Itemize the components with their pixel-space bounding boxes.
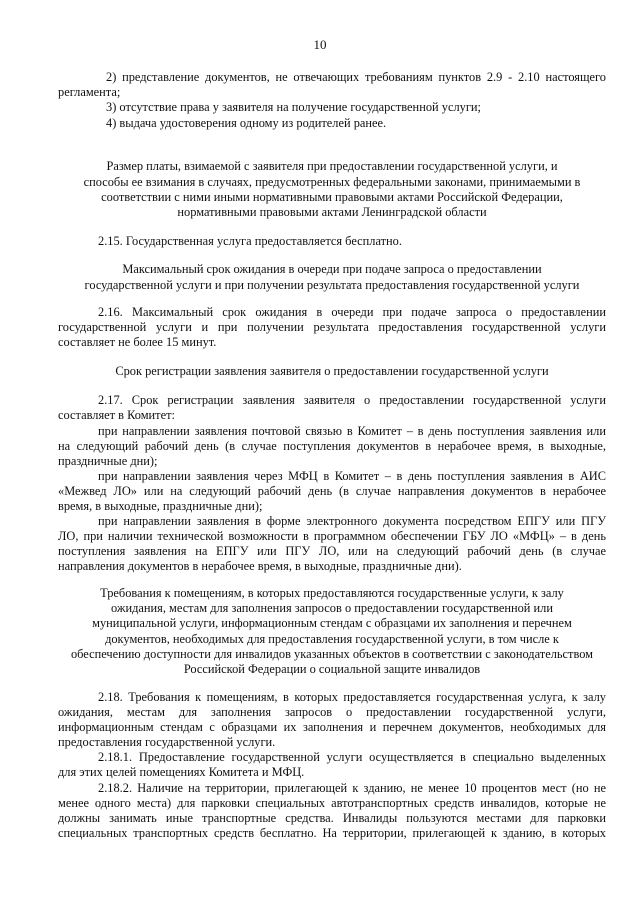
heading-fee-line3: соответствии с ними иными нормативными правовыми актами Российской Федерации,: [101, 190, 563, 204]
paragraph-2-18-1-line1: 2.18.1. Предоставление государственной услуги осуществляется в специально выделенных: [98, 750, 606, 764]
paragraph-2-18-line4: предоставления государственной услуги.: [58, 735, 276, 749]
page-number: 10: [313, 37, 327, 52]
paragraph-2-17-line2: составляет в Комитет:: [58, 408, 175, 422]
list-item-2-line2: регламента;: [58, 85, 121, 99]
paragraph-2-17-mfc-line1: при направлении заявления через МФЦ в Комитет – в день поступления заявления в АИС: [98, 469, 606, 483]
paragraph-2-18-2-line2: менее одного места) для парковки специальных автотранспортных средств инвалидов, которые не: [58, 796, 606, 810]
paragraph-2-18-line2: ожидания, местам для заполнения запросов о предоставлении государственной услуги,: [58, 705, 606, 719]
list-item-3: 3) отсутствие права у заявителя на получение государственной услуги;: [106, 100, 481, 114]
heading-wait-line2: государственной услуги и при получении результата предоставления государственной услуги: [84, 278, 580, 292]
paragraph-2-17-mail-line1: при направлении заявления почтовой связью в Комитет – в день поступления заявления или: [98, 424, 606, 438]
paragraph-2-17-line1: 2.17. Срок регистрации заявления заявителя о предоставлении государственной услуги: [98, 393, 606, 407]
paragraph-2-18-line3: информационным стендам с образцами их заполнения и перечнем документов, необходимых для: [58, 720, 606, 734]
paragraph-2-17-mail-line2: на следующий рабочий день (в случае поступления документов в нерабочее время, в выходные,: [58, 439, 606, 453]
paragraph-2-18-line1: 2.18. Требования к помещениям, в которых предоставляется государственная услуга, к залу: [98, 690, 606, 704]
paragraph-2-17-mfc-line2: «Межвед ЛО» или на следующий рабочий день (в случае направления документов в нерабочее: [58, 484, 606, 498]
heading-premises-line6: Российской Федерации о социальной защите инвалидов: [183, 662, 481, 676]
heading-premises-line1: Требования к помещениям, в которых предоставляются государственные услуги, к залу: [100, 586, 564, 600]
paragraph-2-17-electronic-line4: направления документов в нерабочее время, в выходные, праздничные дни).: [58, 559, 462, 573]
heading-premises-line2: ожидания, местам для заполнения запросов о предоставлении государственной или: [111, 601, 553, 615]
heading-registration: Срок регистрации заявления заявителя о предоставлении государственной услуги: [115, 364, 549, 378]
paragraph-2-18-2-line3: должны занимать иные транспортные средства. Инвалиды пользуются местами для парковки: [58, 811, 606, 825]
paragraph-2-18-2-line4: специальных транспортных средств бесплатно. На территории, прилегающей к зданию, в которых: [58, 826, 606, 840]
paragraph-2-18-2-line1: 2.18.2. Наличие на территории, прилегающей к зданию, не менее 10 процентов мест (но не: [98, 781, 606, 795]
paragraph-2-15: 2.15. Государственная услуга предоставляется бесплатно.: [98, 234, 402, 248]
paragraph-2-18-1-line2: для этих целей помещениях Комитета и МФЦ.: [58, 765, 305, 779]
heading-fee-line2: способы ее взимания в случаях, предусмотренных федеральными законами, принимаемыми в: [83, 175, 581, 189]
paragraph-2-16-line1: 2.16. Максимальный срок ожидания в очереди при подаче запроса о предоставлении: [98, 305, 606, 319]
paragraph-2-17-electronic-line3: поступления заявления на ЕПГУ или ПГУ ЛО, или на следующий рабочий день (в случае: [58, 544, 606, 558]
list-item-4: 4) выдача удостоверения одному из родителей ранее.: [106, 116, 387, 130]
paragraph-2-17-mail-line3: праздничные дни);: [58, 454, 158, 468]
heading-fee-line4: нормативными правовыми актами Ленинградской области: [177, 205, 487, 219]
paragraph-2-16-line3: составляет не более 15 минут.: [58, 335, 217, 349]
paragraph-2-17-electronic-line2: ЛО, при наличии технической возможности в программном обеспечении ГБУ ЛО «МФЦ» – в день: [58, 529, 606, 543]
paragraph-2-16-line2: государственной услуги и при получении результата предоставления государственной услуги: [58, 320, 606, 334]
heading-fee-line1: Размер платы, взимаемой с заявителя при предоставлении государственной услуги, и: [106, 159, 558, 173]
heading-premises-line4: документов, необходимых для предоставления государственной услуги, в том числе к: [105, 632, 559, 646]
paragraph-2-17-mfc-line3: время, в выходные, праздничные дни);: [58, 499, 263, 513]
paragraph-2-17-electronic-line1: при направлении заявления в форме электронного документа посредством ЕПГУ или ПГУ: [98, 514, 606, 528]
list-item-2-line1: 2) представление документов, не отвечающих требованиям пунктов 2.9 - 2.10 настоящего: [106, 70, 606, 84]
heading-wait-line1: Максимальный срок ожидания в очереди при подаче запроса о предоставлении: [122, 262, 542, 276]
heading-premises-line5: обеспечению доступности для инвалидов указанных объектов в соответствии с законодательством: [70, 647, 594, 661]
heading-premises-line3: муниципальной услуги, информационным стендам с образцами их заполнения и перечнем: [92, 616, 572, 630]
